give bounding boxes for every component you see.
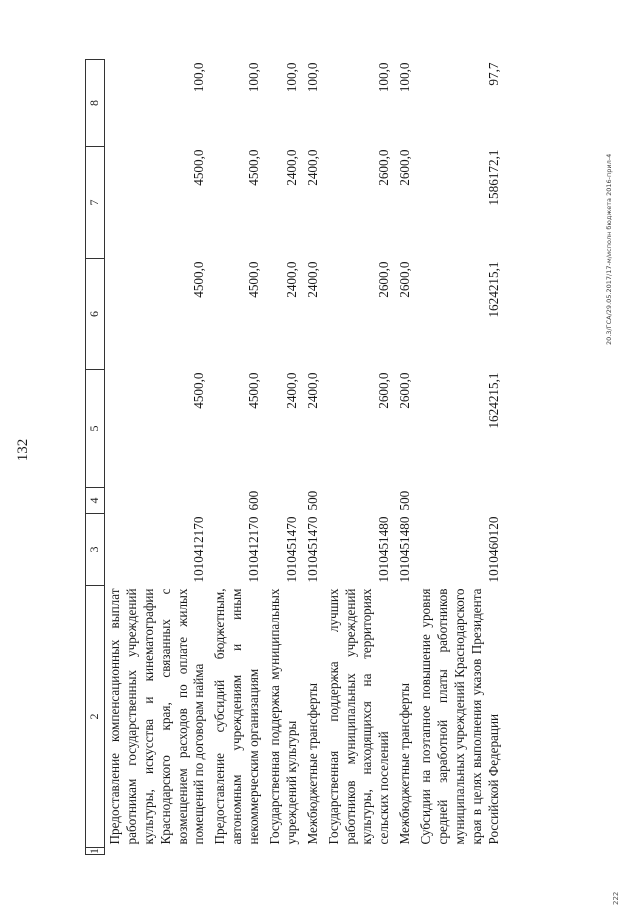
table-row	[105, 60, 211, 855]
row-vr: 600	[246, 490, 262, 511]
row-col6: 4500,0	[246, 261, 262, 298]
empty-cell	[303, 848, 324, 855]
row-name: Государственная поддержка лучших работников муниципальных учреждений культуры, находящихся на территориях сельских поселений	[325, 588, 392, 845]
row-col6: 2400,0	[304, 261, 320, 298]
document-footer-code: 20.3/ГСА/29.05.2017/17-м/исполн бюджета 2016-прил-4	[605, 153, 613, 345]
row-col6: 2400,0	[283, 261, 299, 298]
row-col6: 2600,0	[397, 261, 413, 298]
row-vr: 500	[397, 490, 413, 511]
empty-cell	[324, 848, 396, 855]
row-vr	[105, 488, 211, 514]
row-col5: 4500,0	[191, 372, 207, 409]
row-code: 1010451480	[376, 516, 392, 583]
row-col8: 100,0	[246, 62, 262, 93]
row-vr	[265, 488, 303, 514]
row-col8: 100,0	[397, 62, 413, 93]
row-name: Предоставление компенсационных выплат работникам государственных учреждений культуры, искусства и кинематографии Краснодарского края, связанных с возмещением расходов по оплате жилых помещений по договорам найма	[107, 588, 207, 845]
row-name: Предоставление субсидий бюджетным, автономным учреждениям и иным некоммерческим организациям	[212, 588, 262, 845]
margin-mark: 222	[612, 891, 620, 905]
row-vr	[416, 488, 504, 514]
header-row	[86, 60, 105, 855]
row-col8: 100,0	[283, 62, 299, 93]
empty-cell	[395, 848, 416, 855]
budget-table	[85, 59, 505, 855]
header-cell: 1	[86, 848, 105, 855]
row-col6: 2600,0	[376, 261, 392, 298]
row-col5: 2400,0	[304, 372, 320, 409]
header-cell: 8	[86, 60, 105, 147]
row-col5: 1624215,1	[485, 372, 501, 429]
row-col7: 1586172,1	[485, 149, 501, 206]
row-col7: 2400,0	[283, 149, 299, 186]
table-row	[416, 60, 504, 855]
row-name: Межбюджетные трансферты	[304, 683, 320, 845]
row-col7: 2400,0	[304, 149, 320, 186]
row-col5: 2600,0	[376, 372, 392, 409]
row-code: 1010451470	[283, 516, 299, 583]
header-cell: 7	[86, 147, 105, 259]
row-name: Субсидии на поэтапное повышение уровня средней заработной платы работников муниципальных учреждений Краснодарского края в целях выполнения указов Президента Российской Федерации	[418, 588, 501, 845]
row-col6: 4500,0	[191, 261, 207, 298]
row-col7: 4500,0	[191, 149, 207, 186]
row-col8: 100,0	[304, 62, 320, 93]
row-col7: 4500,0	[246, 149, 262, 186]
header-cell: 3	[86, 514, 105, 586]
row-code: 1010451470	[304, 516, 320, 583]
row-col8: 100,0	[191, 62, 207, 93]
row-code: 1010460120	[485, 516, 501, 583]
row-col8: 97,7	[485, 62, 501, 86]
header-cell: 6	[86, 259, 105, 370]
empty-cell	[265, 848, 303, 855]
header-cell: 2	[86, 586, 105, 848]
row-col6: 1624215,1	[485, 261, 501, 318]
table-row	[395, 60, 416, 855]
row-code: 1010412170	[191, 516, 207, 583]
row-col5: 2600,0	[397, 372, 413, 409]
row-col5: 2400,0	[283, 372, 299, 409]
table-row	[210, 60, 265, 855]
row-vr	[324, 488, 396, 514]
row-col5: 4500,0	[246, 372, 262, 409]
empty-cell	[105, 848, 211, 855]
row-name: Государственная поддержка муниципальных учреждений культуры	[267, 588, 299, 845]
header-cell: 4	[86, 488, 105, 514]
row-col7: 2600,0	[397, 149, 413, 186]
table-row	[265, 60, 303, 855]
table-row	[324, 60, 396, 855]
row-col8: 100,0	[376, 62, 392, 93]
row-name: Межбюджетные трансферты	[397, 683, 413, 845]
page-number: 132	[15, 438, 31, 462]
empty-cell	[416, 848, 504, 855]
row-code: 1010412170	[246, 516, 262, 583]
header-cell: 5	[86, 370, 105, 488]
row-vr: 500	[304, 490, 320, 511]
row-col7: 2600,0	[376, 149, 392, 186]
table-row	[303, 60, 324, 855]
row-code: 1010451480	[397, 516, 413, 583]
empty-cell	[210, 848, 265, 855]
